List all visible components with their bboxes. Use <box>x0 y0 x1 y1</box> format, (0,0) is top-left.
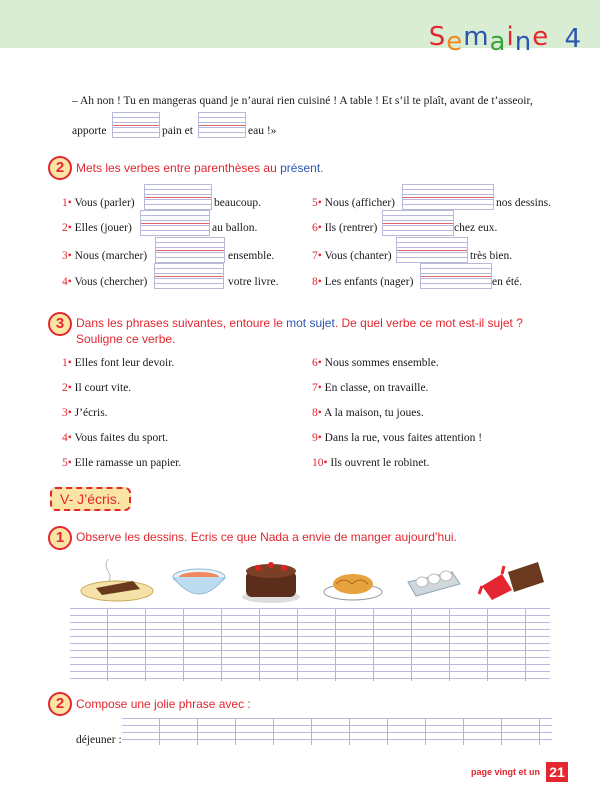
prompt-word: déjeuner : <box>76 734 122 746</box>
week-title-letter: e <box>446 27 464 57</box>
sentence-item: 8• A la maison, tu joues. <box>312 407 424 419</box>
intro-pain: pain et <box>162 125 193 137</box>
spaghetti-icon <box>322 562 384 602</box>
week-title-letter: i <box>506 22 515 52</box>
answer-box[interactable] <box>144 184 212 210</box>
sentence-item: 7• En classe, on travaille. <box>312 382 429 394</box>
week-title-letter: a <box>489 27 507 57</box>
chocolate-icon <box>478 556 548 602</box>
verb-item-end: nos dessins. <box>496 197 551 209</box>
cake-icon <box>240 555 302 605</box>
answer-box[interactable] <box>420 263 492 289</box>
verb-item: 1• Vous (parler) <box>62 197 135 209</box>
exercise-instruction: Mets les verbes entre parenthèses au présent. <box>76 161 324 175</box>
answer-box[interactable] <box>140 210 210 236</box>
answer-box[interactable] <box>396 237 468 263</box>
page-number: 21 <box>546 762 568 782</box>
intro-eau: eau !» <box>248 125 277 137</box>
week-title-letter: S <box>428 22 447 52</box>
answer-box[interactable] <box>382 210 454 236</box>
verb-item-end: très bien. <box>470 250 513 262</box>
exercise-number: 1 <box>48 526 72 550</box>
meat-plate-icon <box>78 555 156 603</box>
verb-item: 5• Nous (afficher) <box>312 197 396 209</box>
answer-box[interactable] <box>154 263 224 289</box>
sentence-item: 6• Nous sommes ensemble. <box>312 357 439 369</box>
soup-bowl-icon <box>170 555 228 605</box>
answer-box[interactable] <box>155 237 225 263</box>
verb-item-end: chez eux. <box>454 222 498 234</box>
verb-item: 8• Les enfants (nager) <box>312 276 414 288</box>
eggs-carton-icon <box>404 560 462 602</box>
sentence-writing-area[interactable] <box>122 718 552 745</box>
page-label: page vingt et un <box>470 767 540 777</box>
exercise-number: 2 <box>48 156 72 180</box>
answer-box[interactable] <box>112 112 160 138</box>
exercise-number: 2 <box>48 692 72 716</box>
week-title-letters <box>428 22 550 57</box>
intro-line-1: – Ah non ! Tu en mangeras quand je n’aurai rien cuisiné ! A table ! Et s’il te plaît, avant de t’asseoir, <box>72 95 533 107</box>
week-title-letter: e <box>532 22 550 52</box>
exercise-instruction: Dans les phrases suivantes, entoure le mot sujet. De quel verbe ce mot est-il sujet ? Souligne ce verbe. <box>76 316 523 346</box>
verb-item: 7• Vous (chanter) <box>312 250 392 262</box>
verb-item-end: votre livre. <box>228 276 279 288</box>
exercise-number: 3 <box>48 312 72 336</box>
writing-area[interactable] <box>70 608 550 681</box>
verb-item-end: au ballon. <box>212 222 258 234</box>
sentence-item: 5• Elle ramasse un papier. <box>62 457 182 469</box>
section-tag: V- J’écris. <box>50 487 131 511</box>
verb-item-end: beaucoup. <box>214 197 261 209</box>
sentence-item: 3• J’écris. <box>62 407 108 419</box>
week-title <box>428 22 582 57</box>
exercise-instruction: Observe les dessins. Ecris ce que Nada a envie de manger aujourd’hui. <box>76 530 457 544</box>
answer-box[interactable] <box>198 112 246 138</box>
sentence-item: 4• Vous faites du sport. <box>62 432 169 444</box>
sentence-item: 1• Elles font leur devoir. <box>62 357 175 369</box>
verb-item: 3• Nous (marcher) <box>62 250 148 262</box>
verb-item: 2• Elles (jouer) <box>62 222 132 234</box>
week-title-letter: m <box>463 22 490 52</box>
answer-box[interactable] <box>402 184 494 210</box>
exercise-instruction: Compose une jolie phrase avec : <box>76 697 251 711</box>
sentence-item: 9• Dans la rue, vous faites attention ! <box>312 432 483 444</box>
sentence-item: 2• Il court vite. <box>62 382 132 394</box>
week-number: 4 <box>564 24 582 54</box>
sentence-item: 10• Ils ouvrent le robinet. <box>312 457 430 469</box>
intro-apporte: apporte <box>72 125 107 137</box>
verb-item: 4• Vous (chercher) <box>62 276 148 288</box>
verb-item: 6• Ils (rentrer) <box>312 222 378 234</box>
week-title-letter: n <box>514 27 533 57</box>
verb-item-end: ensemble. <box>228 250 275 262</box>
verb-item-end: en été. <box>492 276 523 288</box>
